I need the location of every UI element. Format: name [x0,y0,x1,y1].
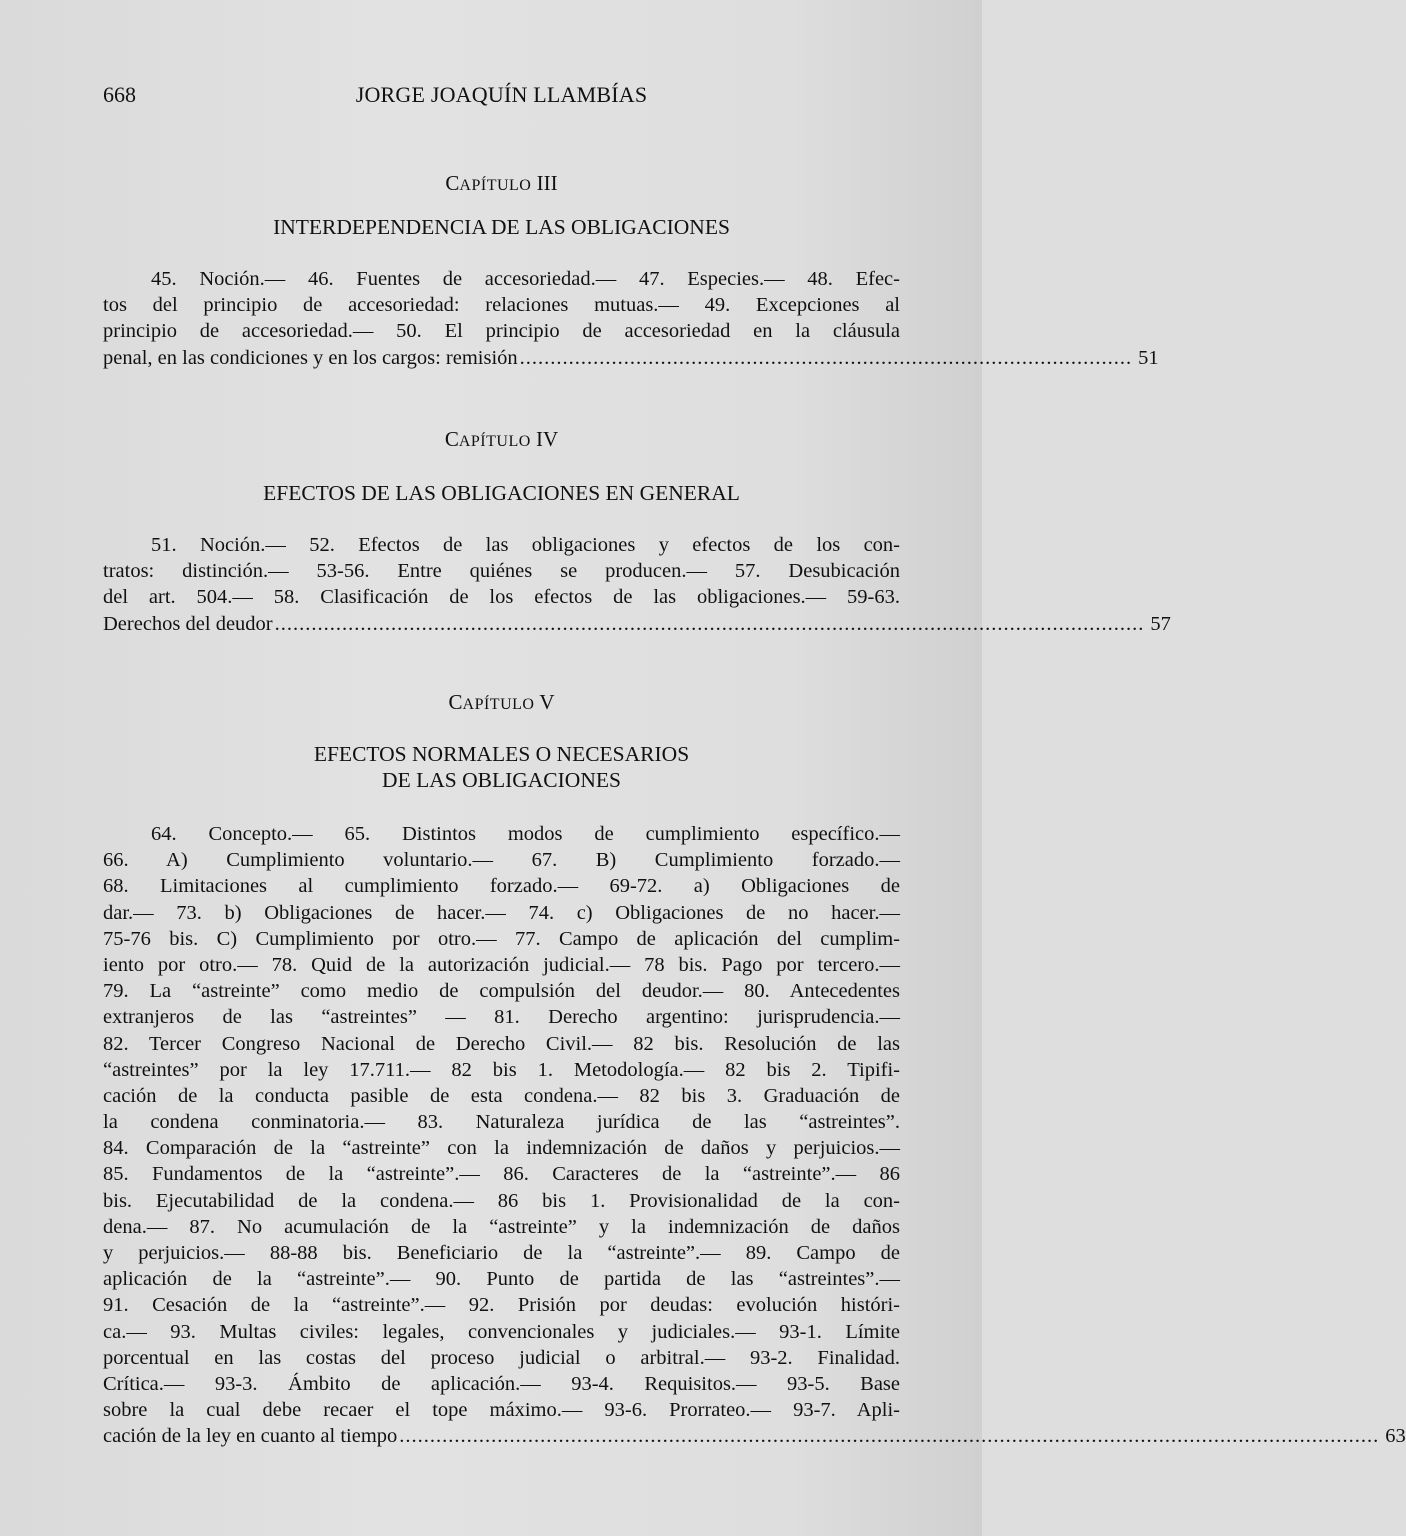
summary-line: 91. Cesación de la “astreinte”.— 92. Prisión por deudas: evolución históri- [103,1294,900,1317]
summary-line: la condena conminatoria.— 83. Naturaleza jurídica de las “astreintes”. [103,1111,900,1134]
summary-line: del art. 504.— 58. Clasificación de los efectos de las obligaciones.— 59-63. [103,586,900,609]
dot-leader: .................................................................................................... [519,346,1133,369]
summary-line: 45. Noción.— 46. Fuentes de accesoriedad.— 47. Especies.— 48. Efec- [151,268,900,290]
summary-line: bis. Ejecutabilidad de la condena.— 86 bis 1. Provisionalidad de la con- [103,1189,900,1212]
summary-line: tratos: distinción.— 53-56. Entre quiénes se producen.— 57. Desubicación [103,560,900,583]
summary-line: dar.— 73. b) Obligaciones de hacer.— 74. c) Obligaciones de no hacer.— [103,901,900,924]
summary-line: Crítica.— 93-3. Ámbito de aplicación.— 93-4. Requisitos.— 93-5. Base [103,1372,900,1395]
summary-line: 82. Tercer Congreso Nacional de Derecho Civil.— 82 bis. Resolución de las [103,1032,900,1055]
toc-page-number: 63 [1385,1425,1406,1448]
summary-line: 84. Comparación de la “astreinte” con la indemnización de daños y perjuicios.— [103,1137,900,1160]
toc-entry-last-line: cación de la ley en cuanto al tiempo ................................................................................................................................................................ 63 [103,1423,900,1449]
summary-line: 75-76 bis. C) Cumplimiento por otro.— 77. Campo de aplicación del cumplim- [103,927,900,950]
summary-line: “astreintes” por la ley 17.711.— 82 bis 1. Metodología.— 82 bis 2. Tipifi- [103,1058,900,1081]
page-number: 668 [103,82,136,107]
summary-line: cación de la conducta pasible de esta condena.— 82 bis 3. Graduación de [103,1084,900,1107]
summary-line: 51. Noción.— 52. Efectos de las obligaciones y efectos de los con- [151,534,900,556]
toc-page-number: 51 [1138,346,1159,369]
summary-line: 85. Fundamentos de la “astreinte”.— 86. Caracteres de la “astreinte”.— 86 [103,1163,900,1186]
chapter-summary [103,532,1171,637]
summary-line: principio de accesoriedad.— 50. El principio de accesoriedad en la cláusula [103,320,900,343]
summary-line: tos del principio de accesoriedad: relaciones mutuas.— 49. Excepciones al [103,294,900,317]
chapter-heading: CAPÍTULO III [445,171,558,195]
chapter-summary [103,821,1406,1450]
chapter-summary [103,266,1159,371]
chapter-heading: CAPÍTULO IV [444,427,559,451]
toc-page-number: 57 [1150,612,1171,635]
summary-line: dena.— 87. No acumulación de la “astreinte” y la indemnización de daños [103,1215,900,1238]
chapter-title: INTERDEPENDENCIA DE LAS OBLIGACIONES [273,215,730,239]
chapter-numeral: IV [536,427,559,451]
summary-line: 64. Concepto.— 65. Distintos modos de cumplimiento específico.— [151,823,900,845]
toc-entry-last-line: Derechos del deudor .............................................................................................................................................. 57 [103,611,900,637]
running-header [103,82,900,116]
summary-line: iento por otro.— 78. Quid de la autorización judicial.— 78 bis. Pago por tercero.— [103,953,900,976]
summary-line: y perjuicios.— 88-88 bis. Beneficiario de la “astreinte”.— 89. Campo de [103,1242,900,1264]
chapter-numeral: V [539,690,555,714]
chapter-numeral: III [536,171,558,195]
toc-entry-last-line: penal, en las condiciones y en los cargos: remisión .................................................................................................... 51 [103,345,900,371]
summary-line: 68. Limitaciones al cumplimiento forzado.— 69-72. a) Obligaciones de [103,875,900,898]
chapter-title: EFECTOS DE LAS OBLIGACIONES EN GENERAL [263,481,740,505]
summary-line: 79. La “astreinte” como medio de compulsión del deudor.— 80. Antecedentes [103,980,900,1003]
summary-line: porcentual en las costas del proceso judicial o arbitral.— 93-2. Finalidad. [103,1346,900,1369]
summary-line: extranjeros de las “astreintes” — 81. Derecho argentino: jurisprudencia.— [103,1006,900,1029]
dot-leader: ................................................................................................................................................................ [399,1425,1380,1448]
running-title: JORGE JOAQUÍN LLAMBÍAS [355,82,648,107]
summary-line: aplicación de la “astreinte”.— 90. Punto de partida de las “astreintes”.— [103,1268,900,1291]
chapter-heading: CAPÍTULO V [448,690,555,714]
summary-line: ca.— 93. Multas civiles: legales, convencionales y judiciales.— 93-1. Límite [103,1320,900,1343]
dot-leader: .............................................................................................................................................. [274,612,1145,635]
summary-line: 66. A) Cumplimiento voluntario.— 67. B) Cumplimiento forzado.— [103,849,900,872]
chapter-title: EFECTOS NORMALES O NECESARIOS DE LAS OBLIGACIONES [313,742,690,792]
summary-line: sobre la cual debe recaer el tope máximo.— 93-6. Prorrateo.— 93-7. Apli- [103,1399,900,1422]
